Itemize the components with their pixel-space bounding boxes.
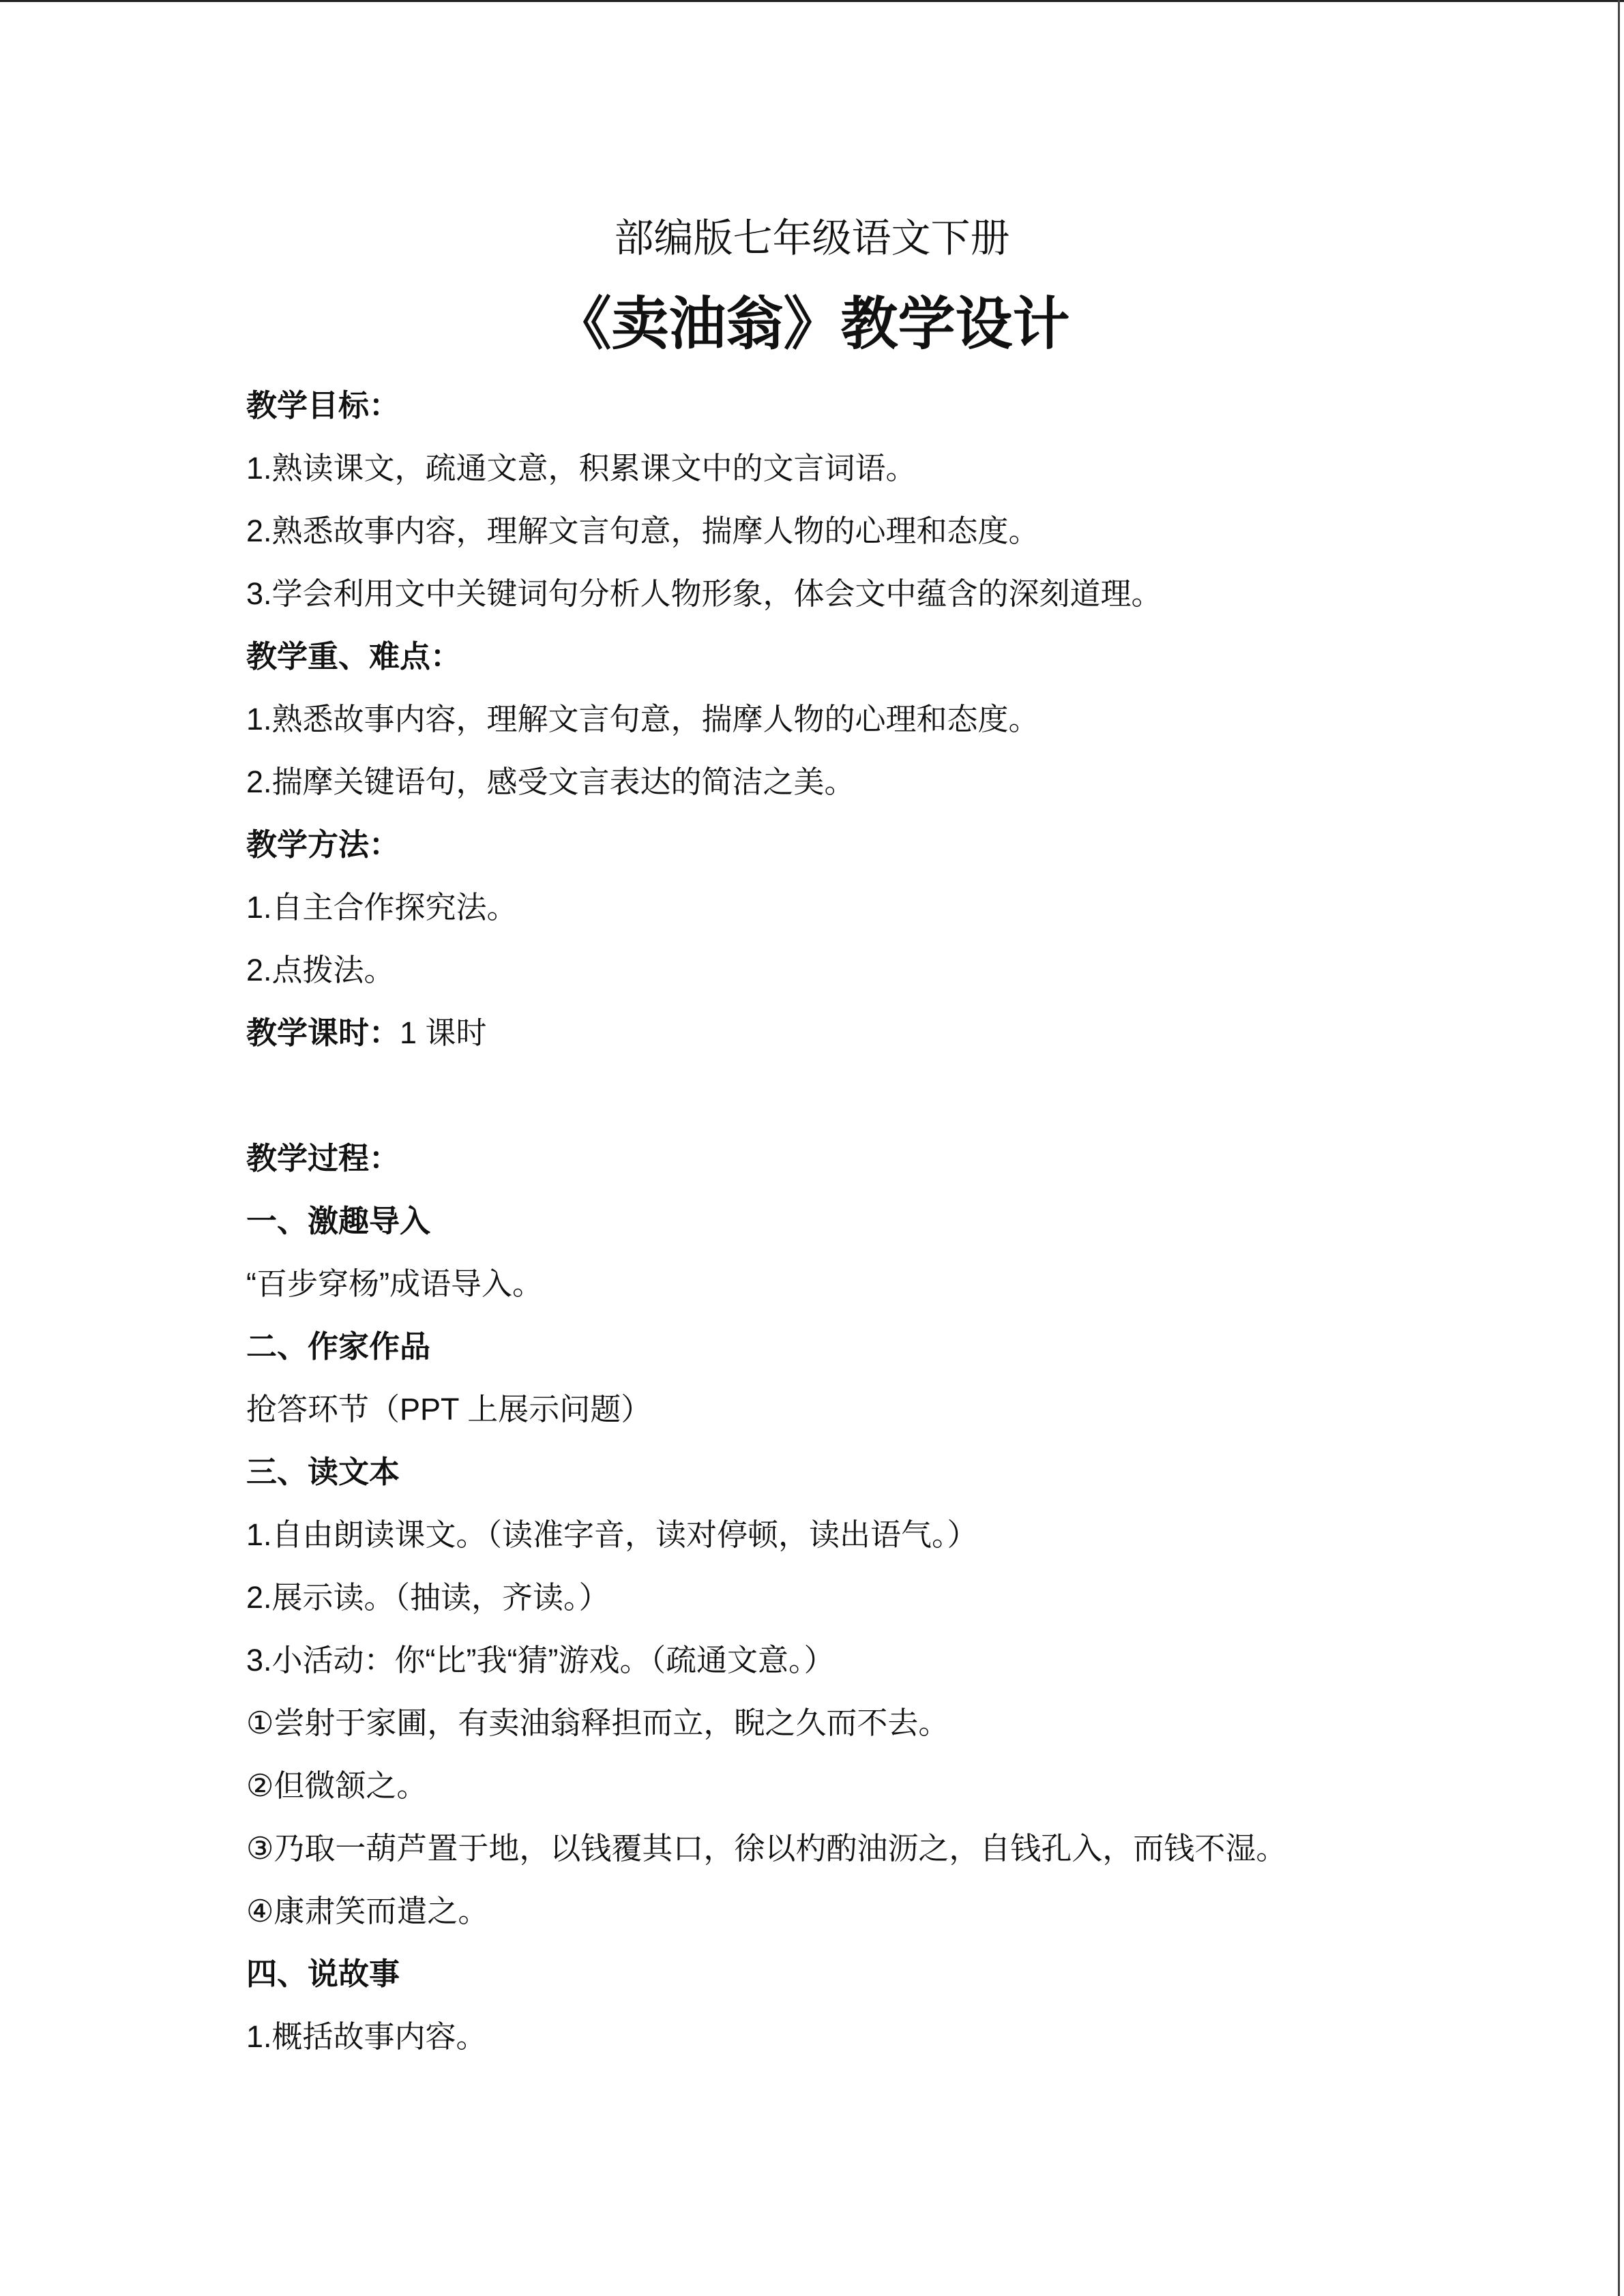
step-item: 2.展示读。（抽读，齐读。）	[246, 1580, 610, 1615]
document-body	[246, 374, 1583, 2068]
method-item: 1.自主合作探究法。	[246, 890, 518, 925]
step-item: 抢答环节（PPT 上展示问题）	[246, 1392, 652, 1427]
blank-line	[246, 1064, 1583, 1127]
key-point-item: 2.揣摩关键语句，感受文言表达的简洁之美。	[246, 764, 855, 799]
step-heading: 一、激趣导入	[246, 1204, 431, 1238]
classical-sentence: ②但微颔之。	[246, 1768, 428, 1803]
section-heading-methods: 教学方法：	[246, 827, 400, 862]
objective-item: 1.熟读课文，疏通文意，积累课文中的文言词语。	[246, 451, 917, 486]
step-item: 1.自由朗读课文。（读准字音，读对停顿，读出语气。）	[246, 1517, 978, 1552]
section-heading-key-points: 教学重、难点：	[246, 639, 462, 674]
classical-sentence: ③乃取一葫芦置于地，以钱覆其口，徐以杓酌油沥之，自钱孔入，而钱不湿。	[246, 1831, 1287, 1866]
step-item: 1.概括故事内容。	[246, 2019, 487, 2054]
objective-item: 3.学会利用文中关键词句分析人物形象，体会文中蕴含的深刻道理。	[246, 576, 1162, 611]
step-item: 3.小活动：你“比”我“猜”游戏。（疏通文意。）	[246, 1643, 835, 1678]
step-item: “百步穿杨”成语导入。	[246, 1266, 543, 1301]
step-heading: 二、作家作品	[246, 1329, 431, 1364]
key-point-item: 1.熟悉故事内容，理解文言句意，揣摩人物的心理和态度。	[246, 702, 1039, 736]
step-heading: 三、读文本	[246, 1455, 400, 1489]
class-hours-line	[246, 1002, 1583, 1064]
page-top-border	[0, 0, 1624, 2]
classical-sentence: ①尝射于家圃，有卖油翁释担而立，睨之久而不去。	[246, 1705, 949, 1740]
class-hours-label: 教学课时：	[246, 1015, 400, 1050]
section-heading-objectives: 教学目标：	[246, 388, 400, 423]
classical-sentence: ④康肃笑而遣之。	[246, 1894, 489, 1928]
class-hours-value: 1 课时	[400, 1015, 487, 1050]
objective-item: 2.熟悉故事内容，理解文言句意，揣摩人物的心理和态度。	[246, 513, 1039, 548]
method-item: 2.点拨法。	[246, 953, 395, 987]
section-heading-process: 教学过程：	[246, 1141, 400, 1176]
document-title: 《卖油翁》教学设计	[554, 293, 1070, 357]
step-heading: 四、说故事	[246, 1956, 400, 1991]
document-subtitle: 部编版七年级语文下册	[614, 216, 1010, 260]
